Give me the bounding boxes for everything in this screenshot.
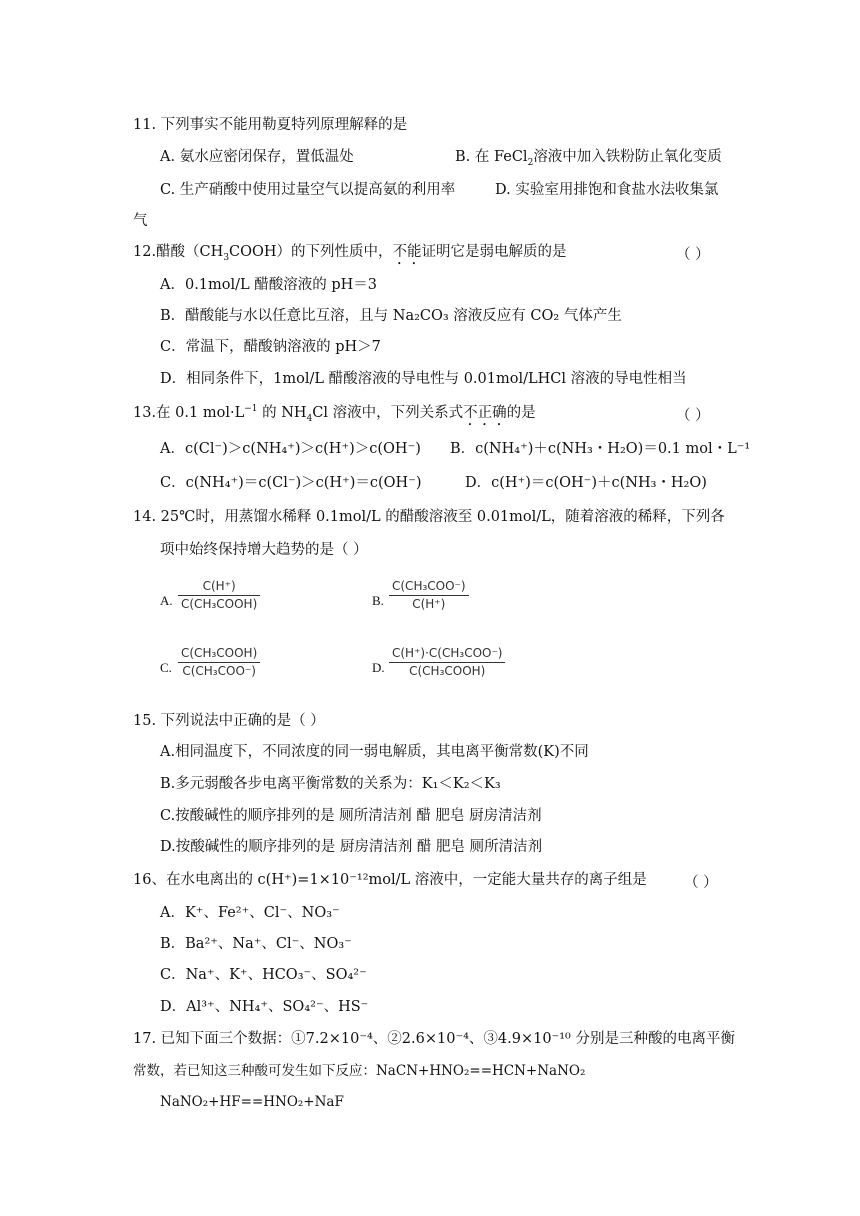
q14-option-a-denominator: C(CH₃COOH) [181, 597, 258, 611]
q12-option-a: A．0.1mol/L 醋酸溶液的 pH＝3 [160, 277, 378, 293]
q16-option-d: D．Al³⁺、NH₄⁺、SO₄²⁻、HS⁻ [160, 999, 369, 1015]
q13-option-a: A．c(Cl⁻)＞c(NH₄⁺)＞c(H⁺)＞c(OH⁻) [160, 441, 421, 457]
q12-option-c: C．常温下，醋酸钠溶液的 pH＞7 [160, 339, 381, 355]
q14-option-b-label: B. [372, 593, 384, 608]
q14-option-b-numerator: C(CH₃COO⁻) [392, 579, 466, 593]
q15-stem: 15. 下列说法中正确的是（ ） [133, 713, 325, 729]
q14-option-b-fraction [389, 578, 469, 613]
q14-option-d-fraction [389, 645, 505, 680]
q14-option-c-numerator: C(CH₃COOH) [181, 646, 258, 660]
q12-answer-paren: （ ） [676, 247, 710, 263]
q17-stem-line3: NaNO₂+HF==HNO₂+NaF [160, 1094, 344, 1110]
q14-stem-line2: 项中始终保持增大趋势的是（ ） [160, 542, 368, 558]
q11-option-d-continued: 气 [133, 213, 148, 229]
q17-stem-line1: 17. 已知下面三个数据：①7.2×10⁻⁴、②2.6×10⁻⁴、③4.9×10⁻¹⁰ 分别是三种酸的电离平衡 [133, 1031, 735, 1047]
q16-answer-paren: （ ） [684, 875, 718, 891]
q13-answer-paren: （ ） [676, 408, 710, 424]
q13-stem: 13.在 0.1 $mol\cdot L^{-1}$ 的 $NH_4Cl$ 溶液中，下列关系式不正确的是 [133, 404, 536, 424]
q14-option-c-denominator: C(CH₃COO⁻) [182, 664, 256, 678]
q12-option-b: B．醋酸能与水以任意比互溶，且与 Na₂CO₃ 溶液反应有 CO₂ 气体产生 [160, 308, 622, 324]
q14-option-a-numerator: C(H⁺) [202, 579, 236, 593]
q11-stem: 11. 下列事实不能用勒夏特列原理解释的是 [133, 117, 408, 133]
q16-option-a: A．K⁺、Fe²⁺、Cl⁻、NO₃⁻ [160, 905, 340, 921]
q11-option-a: A. 氨水应密闭保存，置低温处 [160, 149, 354, 165]
q15-option-a: A.相同温度下，不同浓度的同一弱电解质，其电离平衡常数(K)不同 [160, 744, 589, 760]
q13-option-d: D．c(H⁺)＝c(OH⁻)＋c(NH₃・H₂O) [465, 475, 707, 491]
q14-stem-line1: 14. 25℃时，用蒸馏水稀释 0.1mol/L 的醋酸溶液至 0.01mol/L，随着溶液的稀释，下列各 [133, 509, 725, 525]
q13-option-c: C．c(NH₄⁺)＝c(Cl⁻)＞c(H⁺)＝c(OH⁻) [160, 475, 422, 491]
q11-option-b: B. 在 FeCl$_2$溶液中加入铁粉防止氧化变质 [455, 149, 722, 168]
q14-option-c-label: C. [160, 660, 172, 675]
q15-option-b: B.多元弱酸各步电离平衡常数的关系为：K₁＜K₂＜K₃ [160, 776, 501, 792]
q16-option-c: C．Na⁺、K⁺、HCO₃⁻、SO₄²⁻ [160, 967, 367, 983]
q14-option-d-label: D. [372, 660, 385, 675]
q14-option-b-denominator: C(H⁺) [412, 597, 446, 611]
q14-option-d-numerator: C(H⁺)·C(CH₃COO⁻) [392, 646, 503, 660]
q14-option-d-denominator: C(CH₃COOH) [409, 664, 486, 678]
q17-stem-line2: 常数，若已知这三种酸可发生如下反应：NaCN+HNO₂==HCN+NaNO₂ [133, 1063, 586, 1079]
q16-stem: 16、在水电离出的 c(H⁺)=1×10⁻¹²mol/L 溶液中，一定能大量共存的离子组是 [133, 872, 647, 888]
q15-option-d: D.按酸碱性的顺序排列的是 厨房清洁剂 醋 肥皂 厕所清洁剂 [160, 839, 543, 855]
q15-option-c: C.按酸碱性的顺序排列的是 厕所清洁剂 醋 肥皂 厨房清洁剂 [160, 808, 542, 824]
q12-option-d: D．相同条件下，1mol/L 醋酸溶液的导电性与 0.01mol/LHCl 溶液的导电性相当 [160, 371, 687, 387]
q11-option-d: D. 实验室用排饱和食盐水法收集氯 [495, 182, 719, 198]
q13-option-b: B．c(NH₄⁺)＋c(NH₃・H₂O)＝0.1 mol・L⁻¹ [450, 441, 751, 457]
q14-option-a-fraction [178, 578, 260, 613]
q14-option-a-label: A. [160, 593, 173, 608]
q12-stem: 12.醋酸$(CH_3COOH)$的下列性质中，不能证明它是弱电解质的是 [133, 244, 567, 263]
q11-option-c: C. 生产硝酸中使用过量空气以提高氨的利用率 [160, 182, 456, 198]
q14-option-c-fraction [178, 645, 260, 680]
q16-option-b: B．Ba²⁺、Na⁺、Cl⁻、NO₃⁻ [160, 936, 352, 952]
